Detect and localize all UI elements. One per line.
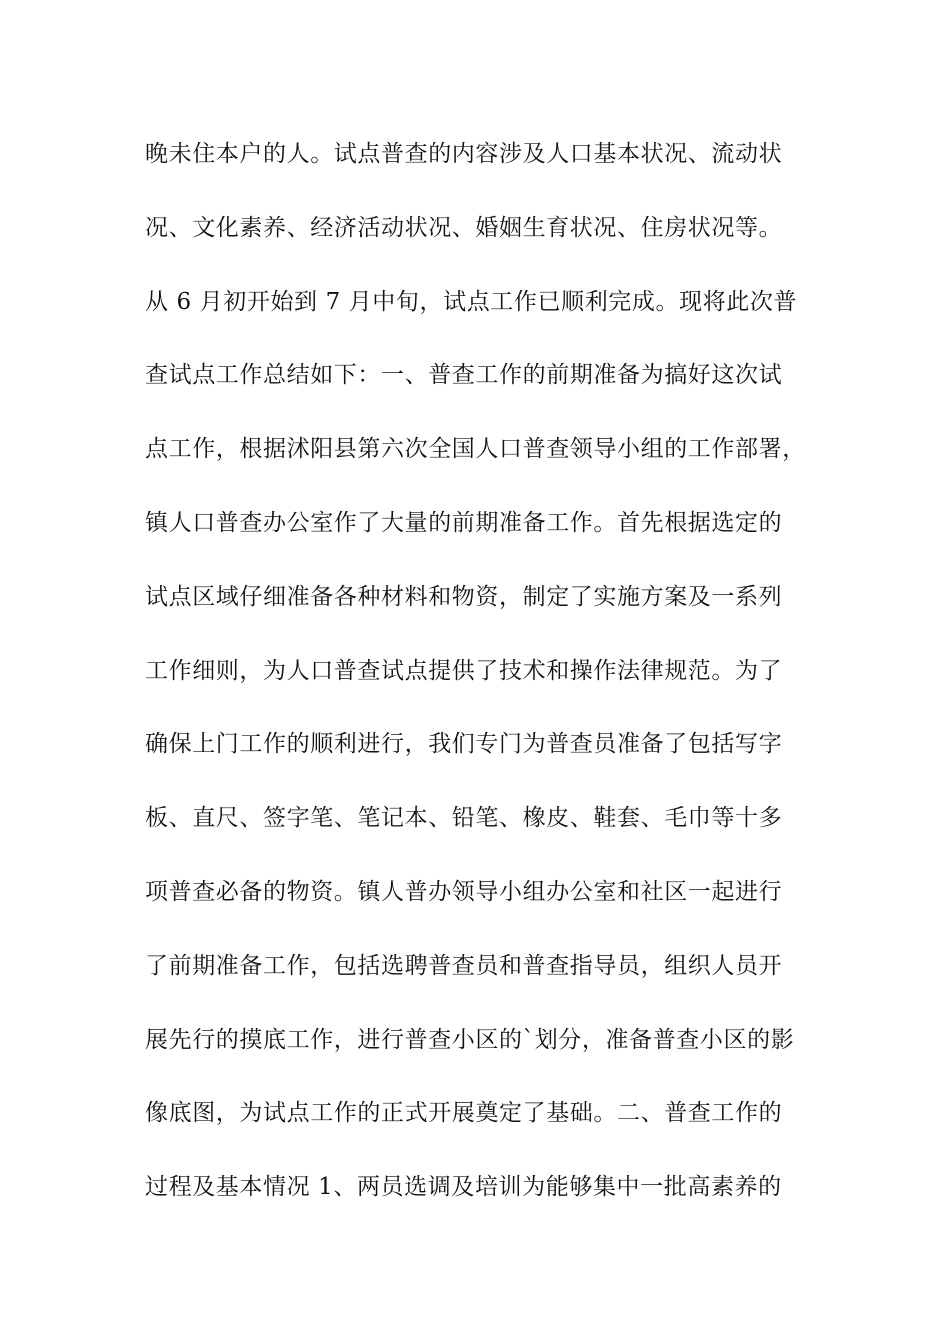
text-line: 点工作，根据沭阳县第六次全国人口普查领导小组的工作部署， [145, 436, 806, 463]
text-line: 像底图，为试点工作的正式开展奠定了基础。二、普查工作的 [145, 1100, 783, 1127]
text-line: 了前期准备工作，包括选聘普查员和普查指导员，组织人员开 [145, 952, 783, 979]
text-line: 况、文化素养、经济活动状况、婚姻生育状况、住房状况等。 [145, 214, 783, 241]
text-line: 晚未住本户的人。试点普查的内容涉及人口基本状况、流动状 [145, 141, 783, 167]
text-line: 项普查必备的物资。镇人普办领导小组办公室和社区一起进行 [145, 878, 783, 905]
body-text [145, 134, 825, 1241]
text-line: 查试点工作总结如下：一、普查工作的前期准备为搞好这次试 [145, 362, 783, 389]
text-line: 确保上门工作的顺利进行，我们专门为普查员准备了包括写字 [145, 731, 783, 758]
text-line: 过程及基本情况 1、两员选调及培训为能够集中一批高素养的 [145, 1174, 782, 1201]
text-line: 工作细则，为人口普查试点提供了技术和操作法律规范。为了 [145, 657, 783, 684]
text-line: 镇人口普查办公室作了大量的前期准备工作。首先根据选定的 [145, 509, 783, 536]
text-line: 从 6 月初开始到 7 月中旬，试点工作已顺利完成。现将此次普 [145, 288, 798, 315]
text-line: 试点区域仔细准备各种材料和物资，制定了实施方案及一系列 [145, 583, 783, 610]
text-line: 板、直尺、签字笔、笔记本、铅笔、橡皮、鞋套、毛巾等十多 [145, 805, 783, 832]
text-line: 展先行的摸底工作，进行普查小区的`划分，准备普查小区的影 [145, 1026, 795, 1053]
